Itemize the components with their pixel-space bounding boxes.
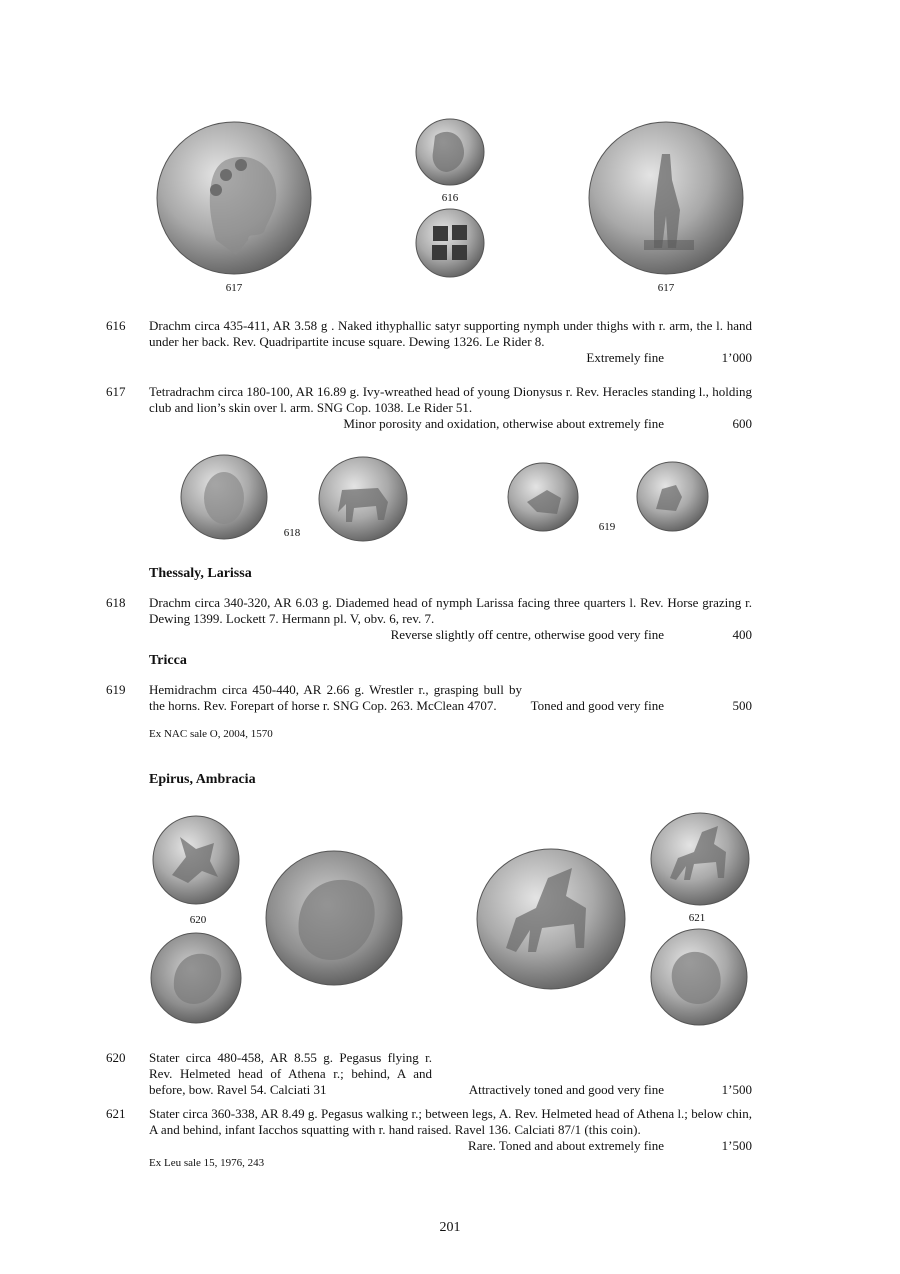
coin-621-enlarged-image: [476, 848, 626, 990]
figure-label-617-left: 617: [225, 282, 243, 294]
lot-number-619: 619: [106, 682, 126, 697]
figure-label-621: 621: [688, 912, 706, 924]
heading-thessaly-larissa: Thessaly, Larissa: [149, 566, 252, 581]
lot-619-description: Hemidrachm circa 450-440, AR 2.66 g. Wrestler r., grasping bull by the horns. Rev. Forepart of horse r. SNG Cop. 263. McClean 4707.: [149, 682, 522, 713]
lot-619: [149, 682, 752, 730]
coin-618-obverse-image: [180, 454, 268, 540]
lot-621-description: Stater circa 360-338, AR 8.49 g. Pegasus walking r.; between legs, A. Rev. Helmeted head of Athena l.; below chin, A and behind, infant Iacchos squatting with r. hand raised. Ravel 136. Calciati 87/1 (this coin).: [149, 1106, 752, 1137]
lot-618: [149, 595, 752, 643]
coin-620-enlarged-image: [265, 850, 403, 986]
coin-621-reverse-image: [650, 928, 748, 1026]
lot-618-description: Drachm circa 340-320, AR 6.03 g. Diademed head of nymph Larissa facing three quarters l. Rev. Horse grazing r. Dewing 1399. Lockett 7. Hermann pl. V, obv. 6, rev. 7.: [149, 595, 752, 626]
lot-620-grade: Attractively toned and good very fine: [468, 1082, 664, 1097]
lot-number-620: 620: [106, 1050, 126, 1065]
lot-621-grade: Rare. Toned and about extremely fine: [468, 1138, 664, 1153]
lot-number-616: 616: [106, 318, 126, 333]
lot-618-estimate: 400: [732, 627, 752, 642]
coin-616-reverse-image: [415, 208, 485, 278]
figure-label-616: 616: [441, 192, 459, 204]
lot-619-provenance: Ex NAC sale O, 2004, 1570: [149, 728, 273, 740]
figure-label-618: 618: [283, 527, 301, 539]
page-number: 201: [439, 1220, 461, 1235]
lot-619-grade: Toned and good very fine: [530, 698, 664, 713]
coin-616-obverse-image: [415, 118, 485, 186]
lot-618-grade: Reverse slightly off centre, otherwise good very fine: [390, 627, 664, 642]
heading-epirus-ambracia: Epirus, Ambracia: [149, 772, 256, 787]
figure-label-619: 619: [598, 521, 616, 533]
lot-617-description: Tetradrachm circa 180-100, AR 16.89 g. Ivy-wreathed head of young Dionysus r. Rev. Heracles standing l., holding club and lion’s skin over l. arm. SNG Cop. 1038. Le Rider 51.: [149, 384, 752, 415]
lot-620-description: Stater circa 480-458, AR 8.55 g. Pegasus flying r. Rev. Helmeted head of Athena r.; behind, A and before, bow. Ravel 54. Calciati 31: [149, 1050, 432, 1097]
lot-number-617: 617: [106, 384, 126, 399]
lot-616-description: Drachm circa 435-411, AR 3.58 g . Naked ithyphallic satyr supporting nymph under thighs with r. arm, the l. hand under her back. Rev. Quadripartite incuse square. Dewing 1326. Le Rider 8.: [149, 318, 752, 349]
lot-621-provenance: Ex Leu sale 15, 1976, 243: [149, 1157, 265, 1169]
coin-621-obverse-image: [650, 812, 750, 906]
lot-617-grade: Minor porosity and oxidation, otherwise about extremely fine: [343, 416, 664, 431]
lot-616-grade: Extremely fine: [586, 350, 664, 365]
coin-620-obverse-image: [152, 815, 240, 905]
figure-label-617-right: 617: [657, 282, 675, 294]
lot-619-estimate: 500: [732, 698, 752, 713]
coin-617-reverse-image: [588, 120, 744, 276]
lot-616-estimate: 1’000: [721, 350, 752, 365]
lot-number-621: 621: [106, 1106, 126, 1121]
lot-620-estimate: 1’500: [721, 1082, 752, 1097]
lot-617-estimate: 600: [732, 416, 752, 431]
coin-619-reverse-image: [636, 461, 709, 532]
figure-label-620: 620: [189, 914, 207, 926]
lot-621-estimate: 1’500: [721, 1138, 752, 1153]
heading-tricca: Tricca: [149, 653, 187, 668]
coin-617-obverse-image: [156, 120, 312, 276]
coin-619-obverse-image: [507, 462, 579, 532]
coin-620-reverse-image: [150, 932, 242, 1024]
lot-620: [149, 1050, 752, 1114]
lot-617: [149, 384, 752, 432]
lot-616: [149, 318, 752, 366]
lot-621: [149, 1106, 752, 1154]
coin-618-reverse-image: [318, 456, 408, 542]
lot-number-618: 618: [106, 595, 126, 610]
